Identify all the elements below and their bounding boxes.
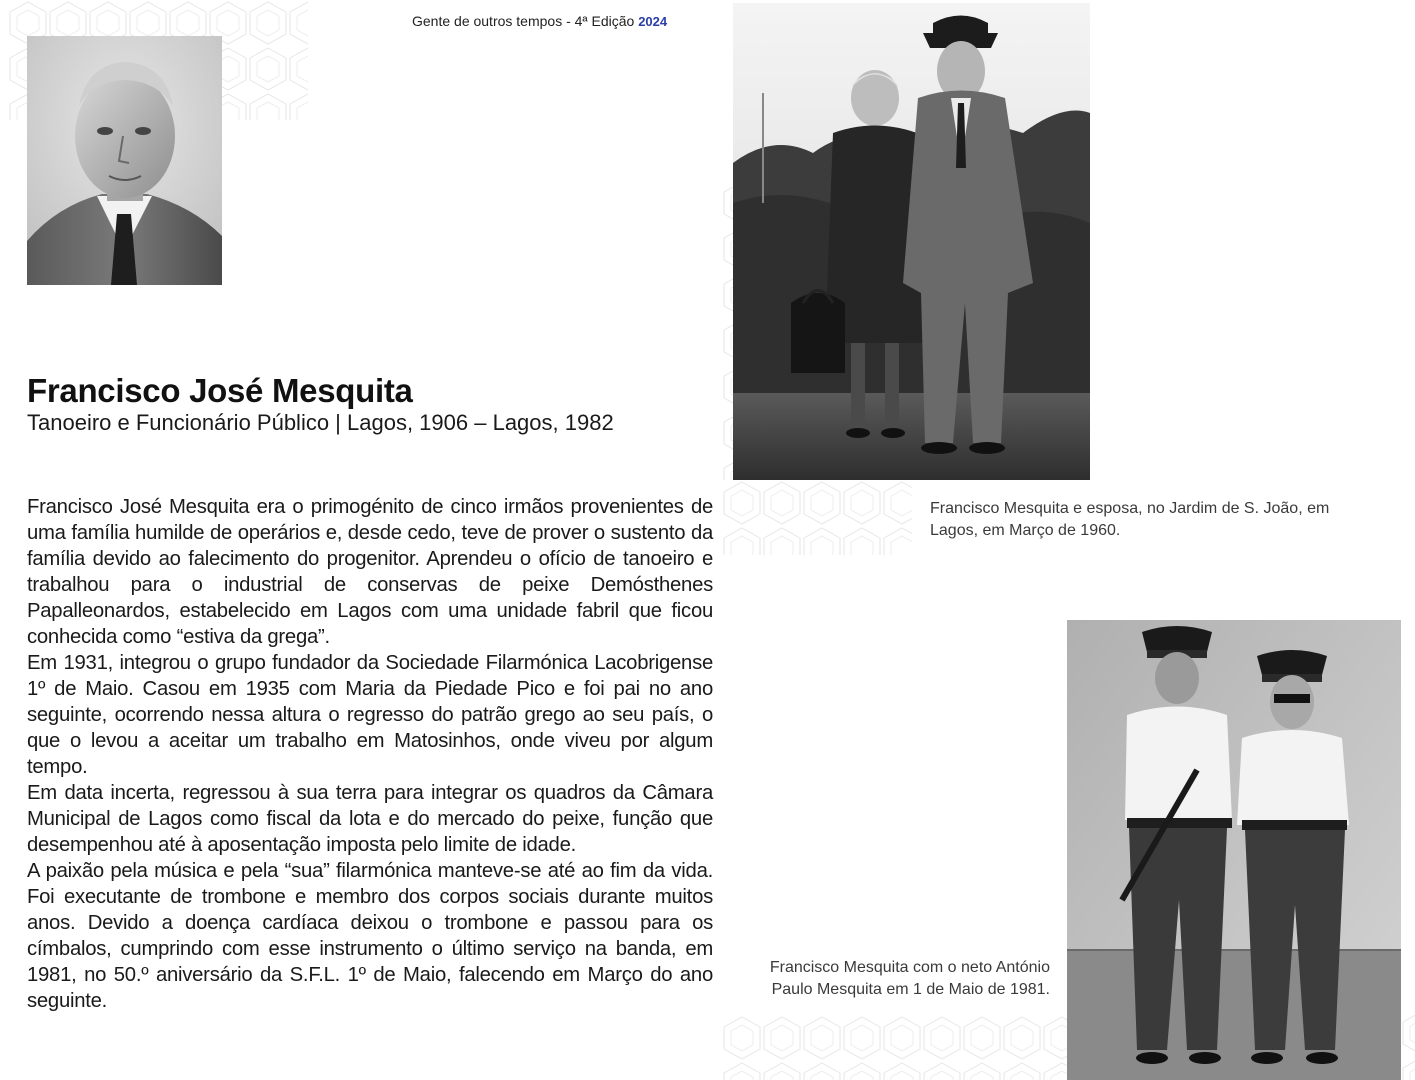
portrait-photo bbox=[27, 36, 222, 285]
bio-paragraph: Em 1931, integrou o grupo fundador da Sociedade Filarmónica Lacobrigense 1º de Maio. Casou em 1935 com Maria da Piedade Pico e foi pai no ano seguinte, ocorrendo nessa altura o regresso do patrão grego ao seu país, o que o levou a aceitar um trabalho em Matosinhos, onde viveu por algum tempo. bbox=[27, 652, 713, 778]
hex-pattern-right-edge bbox=[1401, 1010, 1415, 1080]
hex-pattern-bottom bbox=[722, 1015, 1067, 1080]
hex-pattern-mid bbox=[722, 480, 912, 555]
edition-title: Gente de outros tempos - 4ª Edição bbox=[412, 13, 635, 29]
band-photo-caption: Francisco Mesquita com o neto António Paulo Mesquita em 1 de Maio de 1981. bbox=[769, 959, 1050, 998]
person-name: Francisco José Mesquita bbox=[27, 372, 413, 409]
edition-year: 2024 bbox=[638, 14, 668, 29]
biography bbox=[27, 494, 713, 1014]
bio-paragraph: A paixão pela música e pela “sua” filarmónica manteve-se até ao fim da vida. Foi executante de trombone e membro dos corpos sociais durante muitos anos. Devido a doença cardíaca deixou o trombone e passou para os címbalos, cumprindo com esse instrumento o último serviço na banda, em 1981, no 50.º aniversário da S.F.L. 1º de Maio, falecendo em Março do ano seguinte. bbox=[27, 860, 713, 1012]
couple-photo bbox=[733, 3, 1090, 480]
person-subtitle: Tanoeiro e Funcionário Público | Lagos, 1906 – Lagos, 1982 bbox=[27, 410, 614, 435]
band-photo bbox=[1067, 620, 1401, 1080]
bio-paragraph: Em data incerta, regressou à sua terra para integrar os quadros da Câmara Municipal de Lagos como fiscal da lota e do mercado do peixe, função que desempenhou até à aposentação imposta pelo limite de idade. bbox=[27, 782, 713, 856]
edition-header bbox=[412, 13, 667, 29]
couple-photo-caption: Francisco Mesquita e esposa, no Jardim de S. João, em Lagos, em Março de 1960. bbox=[930, 500, 1330, 539]
bio-paragraph: Francisco José Mesquita era o primogénito de cinco irmãos provenientes de uma família humilde de operários e, desde cedo, teve de prover o sustento da família devido ao falecimento do progenitor. Aprendeu o ofício de tanoeiro e trabalhou para o industrial de conservas de peixe Demósthenes Papalleonardos, estabelecido em Lagos com uma unidade fabril que ficou conhecida como “estiva da grega”. bbox=[27, 496, 713, 648]
